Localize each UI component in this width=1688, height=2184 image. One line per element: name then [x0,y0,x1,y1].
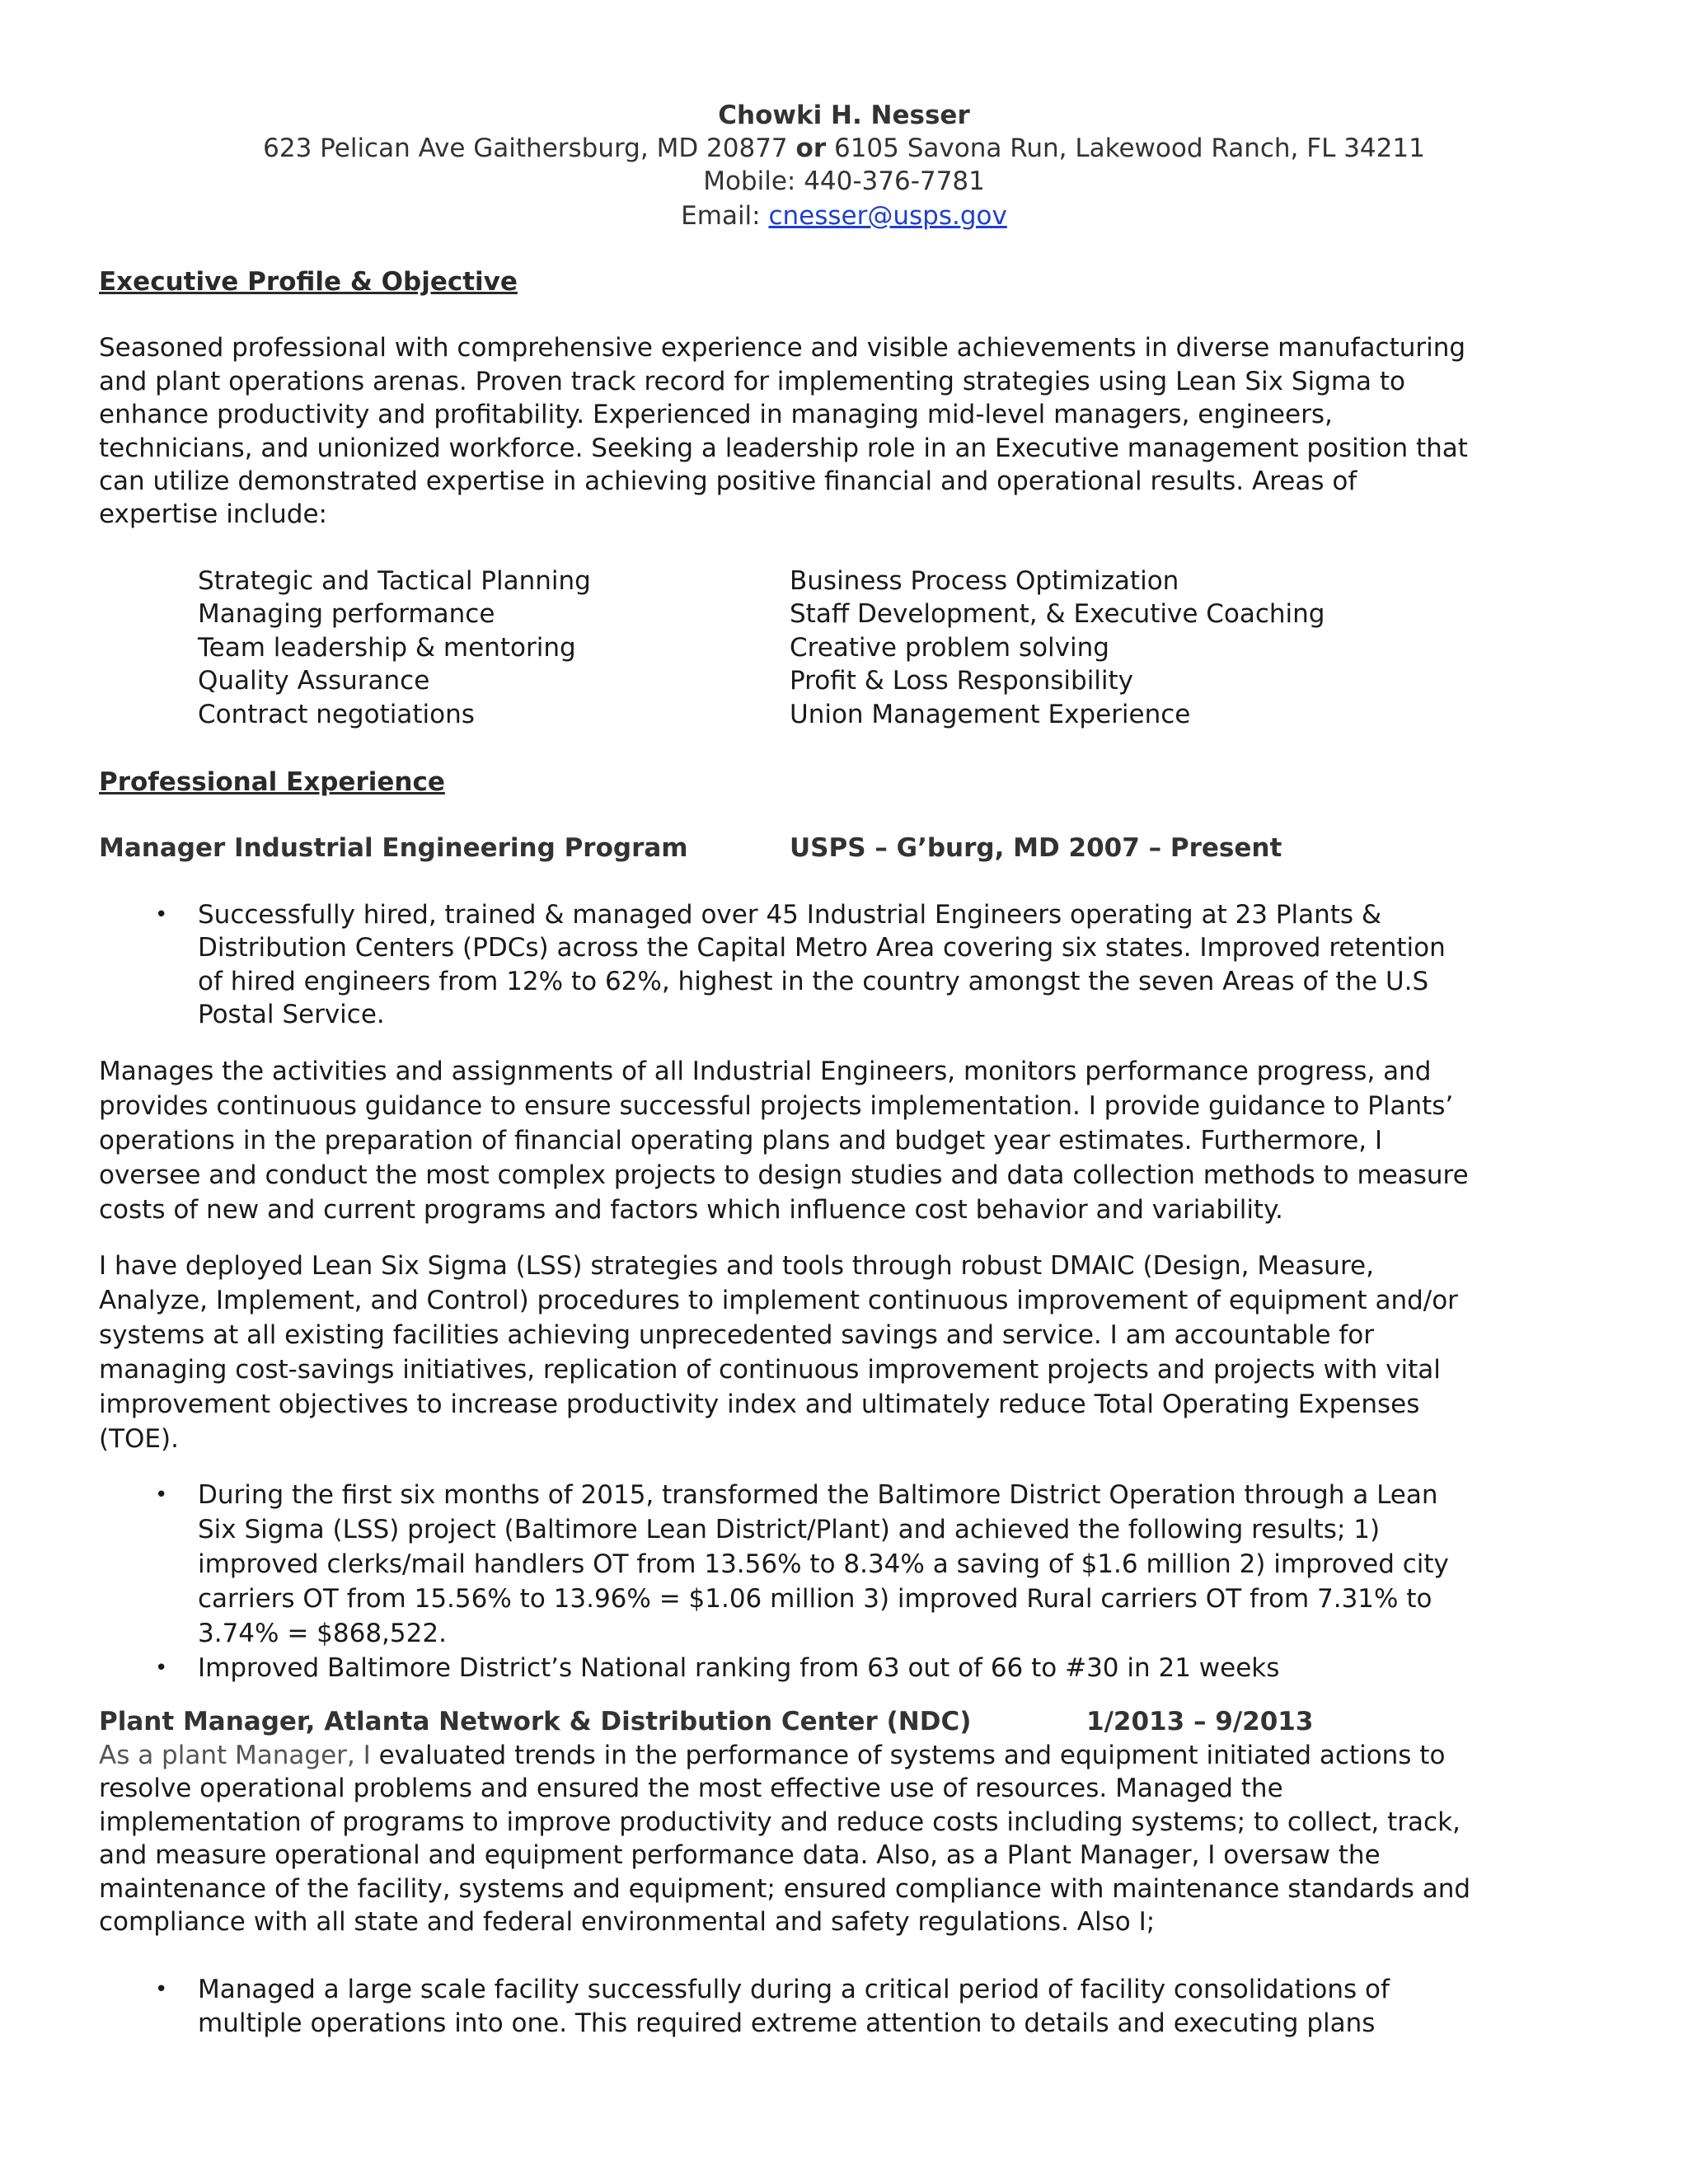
skill-item: Business Process Optimization [790,566,1179,596]
paragraph-text: evaluated trends in the performance of systems and equipment initiated actions to [370,1741,1446,1770]
email-label: Email: [681,201,761,231]
profile-heading: Executive Profile & Objective [99,267,518,297]
paragraph-line: I have deployed Lean Six Sigma (LSS) strategies and tools through robust DMAIC (Design, Measure, [99,1251,1374,1281]
email-line [0,199,1688,232]
paragraph-line: oversee and conduct the most complex projects to design studies and data collection methods to measure [99,1160,1469,1190]
email-link[interactable]: cnesser@usps.gov [768,201,1007,231]
paragraph-line: resolve operational problems and ensured the most effective use of resources. Managed the [99,1774,1283,1803]
address-or: or [795,134,827,163]
bullet-line: Successfully hired, trained & managed over 45 Industrial Engineers operating at 23 Plants & [198,900,1382,930]
paragraph-line: systems at all existing facilities achieving unprecedented savings and service. I am accountable for [99,1320,1375,1350]
profile-line: Seasoned professional with comprehensive experience and visible achievements in diverse manufacturing [99,333,1466,363]
skill-item: Union Management Experience [790,700,1191,729]
paragraph-line: managing cost-savings initiatives, replication of continuous improvement projects and projects with vital [99,1355,1441,1385]
bullet-line: carriers OT from 15.56% to 13.96% = $1.06 million 3) improved Rural carriers OT from 7.31% to [198,1584,1432,1614]
mobile-line: Mobile: 440-376-7781 [703,166,985,196]
bullet-line: 3.74% = $868,522. [198,1619,447,1648]
job1-organization: USPS – G’burg, MD 2007 – Present [790,833,1282,863]
bullet-line: Distribution Centers (PDCs) across the Capital Metro Area covering six states. Improved retention [198,933,1446,963]
paragraph-line [99,1739,1445,1772]
skill-item: Managing performance [198,599,495,629]
profile-line: and plant operations arenas. Proven track record for implementing strategies using Lean Six Sigma to [99,367,1405,396]
skill-item: Profit & Loss Responsibility [790,666,1134,696]
paragraph-line: provides continuous guidance to ensure successful projects implementation. I provide guidance to Plants’ [99,1091,1454,1121]
paragraph-line: implementation of programs to improve productivity and reduce costs including systems; to collect, track, [99,1807,1461,1837]
skill-item: Strategic and Tactical Planning [198,566,591,596]
bullet-icon: • [155,1656,168,1680]
skill-item: Quality Assurance [198,666,430,696]
job2-dates: 1/2013 – 9/2013 [1086,1707,1314,1736]
paragraph-line: and measure operational and equipment performance data. Also, as a Plant Manager, I oversaw the [99,1840,1381,1870]
paragraph-lead: As a plant Manager, I [99,1741,371,1770]
bullet-icon: • [155,902,168,927]
paragraph-line: Analyze, Implement, and Control) procedures to implement continuous improvement of equipment and/or [99,1286,1458,1315]
skill-item: Team leadership & mentoring [198,633,576,663]
bullet-line: Postal Service. [198,1000,385,1029]
address-line [0,132,1688,165]
address-secondary: 6105 Savona Run, Lakewood Ranch, FL 34211 [833,134,1425,163]
bullet-line: improved clerks/mail handlers OT from 13.56% to 8.34% a saving of $1.6 million 2) improved city [198,1549,1449,1579]
bullet-line: Six Sigma (LSS) project (Baltimore Lean District/Plant) and achieved the following results; 1) [198,1515,1381,1544]
skill-item: Contract negotiations [198,700,475,729]
bullet-line: of hired engineers from 12% to 62%, highest in the country amongst the seven Areas of the U.S [198,967,1429,996]
bullet-icon: • [155,1483,168,1507]
candidate-name: Chowki H. Nesser [718,101,970,130]
paragraph-line: improvement objectives to increase productivity index and ultimately reduce Total Operating Expenses [99,1390,1420,1419]
paragraph-line: operations in the preparation of financial operating plans and budget year estimates. Furthermore, I [99,1126,1383,1155]
skill-item: Creative problem solving [790,633,1109,663]
profile-line: technicians, and unionized workforce. Seeking a leadership role in an Executive management position that [99,434,1468,463]
paragraph-line: compliance with all state and federal environmental and safety regulations. Also I; [99,1907,1156,1937]
paragraph-line: maintenance of the facility, systems and equipment; ensured compliance with maintenance standards and [99,1874,1471,1904]
experience-heading: Professional Experience [99,767,445,797]
paragraph-line: Manages the activities and assignments of all Industrial Engineers, monitors performance progress, and [99,1057,1432,1086]
paragraph-line: (TOE). [99,1424,179,1454]
job1-title: Manager Industrial Engineering Program [99,833,688,863]
paragraph-line: costs of new and current programs and factors which influence cost behavior and variability. [99,1195,1283,1225]
bullet-icon: • [155,1977,168,2002]
profile-line: can utilize demonstrated expertise in achieving positive financial and operational results. Areas of [99,466,1357,496]
bullet-line: During the first six months of 2015, transformed the Baltimore District Operation through a Lean [198,1480,1438,1510]
job2-title: Plant Manager, Atlanta Network & Distribution Center (NDC) [99,1707,972,1736]
bullet-line: Improved Baltimore District’s National ranking from 63 out of 66 to #30 in 21 weeks [198,1653,1280,1683]
address-primary: 623 Pelican Ave Gaithersburg, MD 20877 [263,134,788,163]
profile-line: expertise include: [99,499,327,529]
bullet-line: multiple operations into one. This required extreme attention to details and executing plans [198,2008,1376,2038]
profile-line: enhance productivity and profitability. Experienced in managing mid-level managers, engineers, [99,400,1333,429]
skill-item: Staff Development, & Executive Coaching [790,599,1325,629]
bullet-line: Managed a large scale facility successfully during a critical period of facility consolidations of [198,1975,1390,2004]
